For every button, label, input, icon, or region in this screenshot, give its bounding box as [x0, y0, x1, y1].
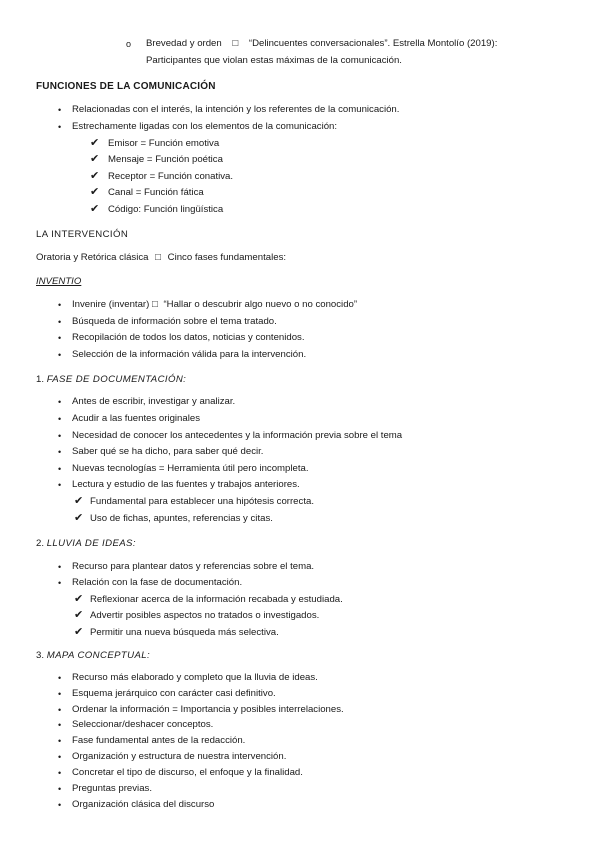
documentacion-bullet-4: Saber qué se ha dicho, para saber qué decir.: [72, 446, 264, 457]
bullet-dot: •: [58, 562, 62, 572]
funciones-bullet-1: Relacionadas con el interés, la intención y los referentes de la comunicación.: [72, 104, 400, 115]
inventio-bullet-2: Búsqueda de información sobre el tema tratado.: [72, 316, 277, 327]
bullet-dot: •: [58, 768, 62, 778]
box-glyph: □: [152, 299, 158, 310]
oratoria-left: Oratoria y Retórica clásica: [36, 252, 149, 263]
intro-line-1: [146, 38, 564, 50]
bullet-dot: •: [58, 105, 62, 115]
check-icon: ✔: [90, 186, 100, 198]
intervencion-title: LA INTERVENCIÓN: [36, 229, 129, 240]
mapa-bullet-2: Esquema jerárquico con carácter casi definitivo.: [72, 688, 276, 699]
bullet-dot: •: [58, 317, 62, 327]
funciones-check-1: Emisor = Función emotiva: [108, 138, 220, 149]
mapa-bullet-1: Recurso más elaborado y completo que la lluvia de ideas.: [72, 672, 318, 683]
bullet-dot: •: [58, 414, 62, 424]
oratoria-line: [36, 252, 286, 264]
funciones-check-3: Receptor = Función conativa.: [108, 171, 234, 182]
check-icon: ✔: [74, 609, 84, 621]
documentacion-heading: [36, 374, 186, 386]
inventio-bullet-1: [72, 299, 357, 311]
oratoria-right: Cinco fases fundamentales:: [167, 252, 287, 263]
lluvia-bullet-2: Relación con la fase de documentación.: [72, 577, 243, 588]
mapa-bullet-6: Organización y estructura de nuestra intervención.: [72, 751, 287, 762]
mapa-bullet-4: Seleccionar/deshacer conceptos.: [72, 719, 214, 730]
bullet-dot: •: [58, 480, 62, 490]
bullet-dot: •: [58, 300, 62, 310]
bullet-dot: •: [58, 350, 62, 360]
documentacion-check-2: Uso de fichas, apuntes, referencias y citas.: [90, 513, 273, 524]
lluvia-check-2: Advertir posibles aspectos no tratados o investigados.: [90, 610, 320, 621]
bullet-dot: •: [58, 464, 62, 474]
mapa-bullet-8: Preguntas previas.: [72, 783, 152, 794]
mapa-title: MAPA CONCEPTUAL:: [46, 650, 151, 661]
circle-bullet: o: [126, 39, 132, 49]
mapa-bullet-7: Concretar el tipo de discurso, el enfoque y la finalidad.: [72, 767, 303, 778]
box-glyph: □: [232, 38, 239, 49]
section-number: 3.: [36, 650, 45, 661]
inventio-bullet-3: Recopilación de todos los datos, noticias y contenidos.: [72, 332, 305, 343]
bullet-dot: •: [58, 431, 62, 441]
bullet-dot: •: [58, 800, 62, 810]
mapa-bullet-3: Ordenar la información = Importancia y posibles interrelaciones.: [72, 704, 344, 715]
hallar-text: “Hallar o descubrir algo nuevo o no conocido”: [163, 299, 358, 310]
documentacion-bullet-6: Lectura y estudio de las fuentes y trabajos anteriores.: [72, 479, 300, 490]
documentacion-bullet-5: Nuevas tecnologías = Herramienta útil pero incompleta.: [72, 463, 309, 474]
bullet-dot: •: [58, 578, 62, 588]
lluvia-check-3: Permitir una nueva búsqueda más selectiva.: [90, 627, 279, 638]
funciones-bullet-2: Estrechamente ligadas con los elementos de la comunicación:: [72, 121, 338, 132]
lluvia-bullet-1: Recurso para plantear datos y referencias sobre el tema.: [72, 561, 315, 572]
check-icon: ✔: [74, 495, 84, 507]
mapa-bullet-5: Fase fundamental antes de la redacción.: [72, 735, 246, 746]
check-icon: ✔: [74, 512, 84, 524]
bullet-dot: •: [58, 736, 62, 746]
lluvia-title: LLUVIA DE IDEAS:: [46, 538, 136, 549]
bullet-dot: •: [58, 122, 62, 132]
bullet-dot: •: [58, 752, 62, 762]
lluvia-heading: [36, 538, 136, 550]
check-icon: ✔: [90, 137, 100, 149]
intro-line-2: Participantes que violan estas máximas de la comunicación.: [146, 55, 402, 66]
intro-quote: “Delincuentes conversacionales”. Estrella Montolío (2019):: [248, 38, 498, 49]
section-number: 1.: [36, 374, 45, 385]
bullet-dot: •: [58, 705, 62, 715]
section-number: 2.: [36, 538, 45, 549]
inventio-title: INVENTIO: [36, 276, 82, 287]
funciones-check-5: Código: Función lingüística: [108, 204, 224, 215]
check-icon: ✔: [90, 170, 100, 182]
check-icon: ✔: [74, 593, 84, 605]
inventio-bullet-4: Selección de la información válida para la intervención.: [72, 349, 307, 360]
funciones-check-2: Mensaje = Función poética: [108, 154, 223, 165]
bullet-dot: •: [58, 689, 62, 699]
check-icon: ✔: [90, 203, 100, 215]
documentacion-bullet-1: Antes de escribir, investigar y analizar.: [72, 396, 236, 407]
mapa-bullet-9: Organización clásica del discurso: [72, 799, 215, 810]
box-glyph: □: [155, 252, 161, 263]
check-icon: ✔: [90, 153, 100, 165]
bullet-dot: •: [58, 447, 62, 457]
intro-brevedad: Brevedad y orden: [146, 38, 222, 49]
documentacion-title: FASE DE DOCUMENTACIÓN:: [46, 374, 187, 385]
bullet-dot: •: [58, 397, 62, 407]
check-icon: ✔: [74, 626, 84, 638]
bullet-dot: •: [58, 784, 62, 794]
lluvia-check-1: Reflexionar acerca de la información recabada y estudiada.: [90, 594, 343, 605]
bullet-dot: •: [58, 720, 62, 730]
documentacion-check-1: Fundamental para establecer una hipótesis correcta.: [90, 496, 314, 507]
funciones-check-4: Canal = Función fática: [108, 187, 204, 198]
documentacion-bullet-2: Acudir a las fuentes originales: [72, 413, 200, 424]
invenire-text: Invenire (inventar): [72, 299, 150, 310]
documentacion-bullet-3: Necesidad de conocer los antecedentes y la información previa sobre el tema: [72, 430, 403, 441]
bullet-dot: •: [58, 333, 62, 343]
funciones-title: FUNCIONES DE LA COMUNICACIÓN: [36, 81, 216, 92]
mapa-heading: [36, 650, 150, 662]
bullet-dot: •: [58, 673, 62, 683]
